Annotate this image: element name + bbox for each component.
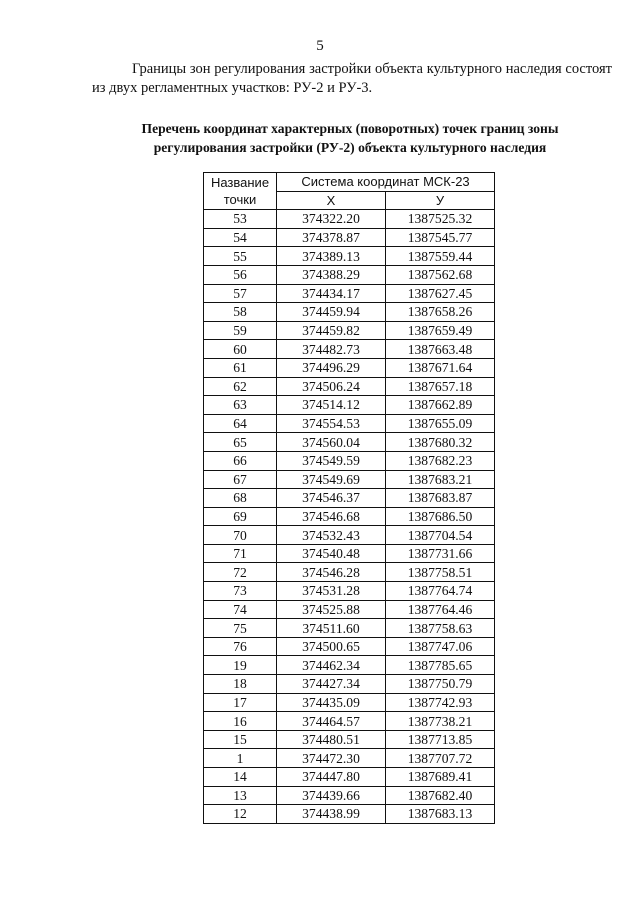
table-row (204, 507, 495, 526)
x-coordinate-cell: 374531.28 (277, 582, 386, 601)
x-coordinate-cell: 374496.29 (277, 358, 386, 377)
coordinates-table (203, 172, 495, 824)
table-row (204, 619, 495, 638)
y-coordinate-cell: 1387742.93 (386, 693, 495, 712)
page-number: 5 (316, 38, 324, 54)
y-coordinate-cell: 1387627.45 (386, 284, 495, 303)
point-name-cell: 60 (204, 340, 277, 359)
y-coordinate-cell: 1387682.40 (386, 786, 495, 805)
y-coordinate-cell: 1387764.46 (386, 600, 495, 619)
point-name-cell: 68 (204, 489, 277, 508)
point-name-cell: 19 (204, 656, 277, 675)
table-row (204, 433, 495, 452)
y-coordinate-cell: 1387562.68 (386, 265, 495, 284)
y-coordinate-cell: 1387758.51 (386, 563, 495, 582)
x-coordinate-cell: 374439.66 (277, 786, 386, 805)
point-name-cell: 64 (204, 414, 277, 433)
x-coordinate-cell: 374532.43 (277, 526, 386, 545)
y-coordinate-cell: 1387545.77 (386, 228, 495, 247)
point-name-cell: 57 (204, 284, 277, 303)
point-name-cell: 74 (204, 600, 277, 619)
header-point-name (204, 173, 277, 210)
intro-paragraph: Границы зон регулирования застройки объекта культурного наследия состоят из двух регламентных участков: РУ-2 и РУ-3. (92, 61, 612, 96)
table-row (204, 786, 495, 805)
x-coordinate-cell: 374554.53 (277, 414, 386, 433)
y-coordinate-cell: 1387658.26 (386, 303, 495, 322)
table-row (204, 526, 495, 545)
x-coordinate-cell: 374438.99 (277, 805, 386, 824)
point-name-cell: 61 (204, 358, 277, 377)
point-name-cell: 66 (204, 451, 277, 470)
point-name-cell: 59 (204, 321, 277, 340)
table-row (204, 358, 495, 377)
y-coordinate-cell: 1387683.13 (386, 805, 495, 824)
y-coordinate-cell: 1387559.44 (386, 247, 495, 266)
table-row (204, 749, 495, 768)
y-coordinate-cell: 1387785.65 (386, 656, 495, 675)
table-row (204, 284, 495, 303)
y-coordinate-cell: 1387680.32 (386, 433, 495, 452)
table-row (204, 414, 495, 433)
table-row (204, 377, 495, 396)
table-row (204, 451, 495, 470)
table-row (204, 600, 495, 619)
point-name-cell: 70 (204, 526, 277, 545)
y-coordinate-cell: 1387659.49 (386, 321, 495, 340)
table-row (204, 228, 495, 247)
x-coordinate-cell: 374480.51 (277, 730, 386, 749)
table-heading-line-1: Перечень координат характерных (поворотных) точек границ зоны (141, 121, 559, 136)
table-row (204, 247, 495, 266)
y-coordinate-cell: 1387525.32 (386, 210, 495, 229)
table-row (204, 563, 495, 582)
point-name-cell: 62 (204, 377, 277, 396)
table-row (204, 693, 495, 712)
x-coordinate-cell: 374514.12 (277, 396, 386, 415)
table-heading-line-2: регулирования застройки (РУ-2) объекта культурного наследия (153, 140, 547, 155)
coordinates-table-body (204, 210, 495, 824)
y-coordinate-cell: 1387707.72 (386, 749, 495, 768)
x-coordinate-cell: 374482.73 (277, 340, 386, 359)
y-coordinate-cell: 1387655.09 (386, 414, 495, 433)
point-name-cell: 53 (204, 210, 277, 229)
coordinates-table-header (204, 173, 495, 210)
point-name-cell: 14 (204, 768, 277, 787)
table-row (204, 712, 495, 731)
table-row (204, 265, 495, 284)
table-row (204, 470, 495, 489)
point-name-cell: 72 (204, 563, 277, 582)
point-name-cell: 73 (204, 582, 277, 601)
y-coordinate-cell: 1387682.23 (386, 451, 495, 470)
header-y: У (386, 191, 495, 210)
x-coordinate-cell: 374464.57 (277, 712, 386, 731)
x-coordinate-cell: 374549.69 (277, 470, 386, 489)
table-row (204, 637, 495, 656)
y-coordinate-cell: 1387683.21 (386, 470, 495, 489)
point-name-cell: 16 (204, 712, 277, 731)
point-name-cell: 55 (204, 247, 277, 266)
x-coordinate-cell: 374447.80 (277, 768, 386, 787)
x-coordinate-cell: 374459.94 (277, 303, 386, 322)
table-row (204, 768, 495, 787)
x-coordinate-cell: 374322.20 (277, 210, 386, 229)
point-name-cell: 12 (204, 805, 277, 824)
y-coordinate-cell: 1387671.64 (386, 358, 495, 377)
table-row (204, 489, 495, 508)
point-name-cell: 18 (204, 675, 277, 694)
point-name-cell: 56 (204, 265, 277, 284)
x-coordinate-cell: 374500.65 (277, 637, 386, 656)
point-name-cell: 71 (204, 544, 277, 563)
header-point-name-line-2: точки (223, 192, 257, 208)
point-name-cell: 1 (204, 749, 277, 768)
x-coordinate-cell: 374462.34 (277, 656, 386, 675)
x-coordinate-cell: 374434.17 (277, 284, 386, 303)
x-coordinate-cell: 374389.13 (277, 247, 386, 266)
table-row (204, 396, 495, 415)
y-coordinate-cell: 1387713.85 (386, 730, 495, 749)
point-name-cell: 69 (204, 507, 277, 526)
x-coordinate-cell: 374435.09 (277, 693, 386, 712)
header-x: X (277, 191, 386, 210)
x-coordinate-cell: 374549.59 (277, 451, 386, 470)
table-row (204, 210, 495, 229)
y-coordinate-cell: 1387764.74 (386, 582, 495, 601)
x-coordinate-cell: 374427.34 (277, 675, 386, 694)
table-row (204, 340, 495, 359)
point-name-cell: 65 (204, 433, 277, 452)
table-row (204, 582, 495, 601)
x-coordinate-cell: 374540.48 (277, 544, 386, 563)
y-coordinate-cell: 1387738.21 (386, 712, 495, 731)
y-coordinate-cell: 1387747.06 (386, 637, 495, 656)
table-heading (80, 119, 620, 157)
x-coordinate-cell: 374506.24 (277, 377, 386, 396)
point-name-cell: 67 (204, 470, 277, 489)
x-coordinate-cell: 374459.82 (277, 321, 386, 340)
y-coordinate-cell: 1387686.50 (386, 507, 495, 526)
table-row (204, 656, 495, 675)
header-point-name-line-1: Название (210, 175, 270, 191)
table-row (204, 321, 495, 340)
point-name-cell: 54 (204, 228, 277, 247)
x-coordinate-cell: 374560.04 (277, 433, 386, 452)
x-coordinate-cell: 374525.88 (277, 600, 386, 619)
y-coordinate-cell: 1387731.66 (386, 544, 495, 563)
y-coordinate-cell: 1387750.79 (386, 675, 495, 694)
x-coordinate-cell: 374388.29 (277, 265, 386, 284)
x-coordinate-cell: 374546.37 (277, 489, 386, 508)
x-coordinate-cell: 374472.30 (277, 749, 386, 768)
table-row (204, 805, 495, 824)
x-coordinate-cell: 374378.87 (277, 228, 386, 247)
y-coordinate-cell: 1387663.48 (386, 340, 495, 359)
point-name-cell: 13 (204, 786, 277, 805)
table-row (204, 675, 495, 694)
point-name-cell: 58 (204, 303, 277, 322)
point-name-cell: 15 (204, 730, 277, 749)
x-coordinate-cell: 374546.28 (277, 563, 386, 582)
point-name-cell: 76 (204, 637, 277, 656)
point-name-cell: 75 (204, 619, 277, 638)
x-coordinate-cell: 374511.60 (277, 619, 386, 638)
y-coordinate-cell: 1387683.87 (386, 489, 495, 508)
y-coordinate-cell: 1387704.54 (386, 526, 495, 545)
y-coordinate-cell: 1387657.18 (386, 377, 495, 396)
x-coordinate-cell: 374546.68 (277, 507, 386, 526)
table-row (204, 544, 495, 563)
table-row (204, 730, 495, 749)
header-coordinate-system: Система координат МСК-23 (277, 173, 495, 192)
point-name-cell: 63 (204, 396, 277, 415)
y-coordinate-cell: 1387758.63 (386, 619, 495, 638)
table-row (204, 303, 495, 322)
y-coordinate-cell: 1387689.41 (386, 768, 495, 787)
point-name-cell: 17 (204, 693, 277, 712)
y-coordinate-cell: 1387662.89 (386, 396, 495, 415)
